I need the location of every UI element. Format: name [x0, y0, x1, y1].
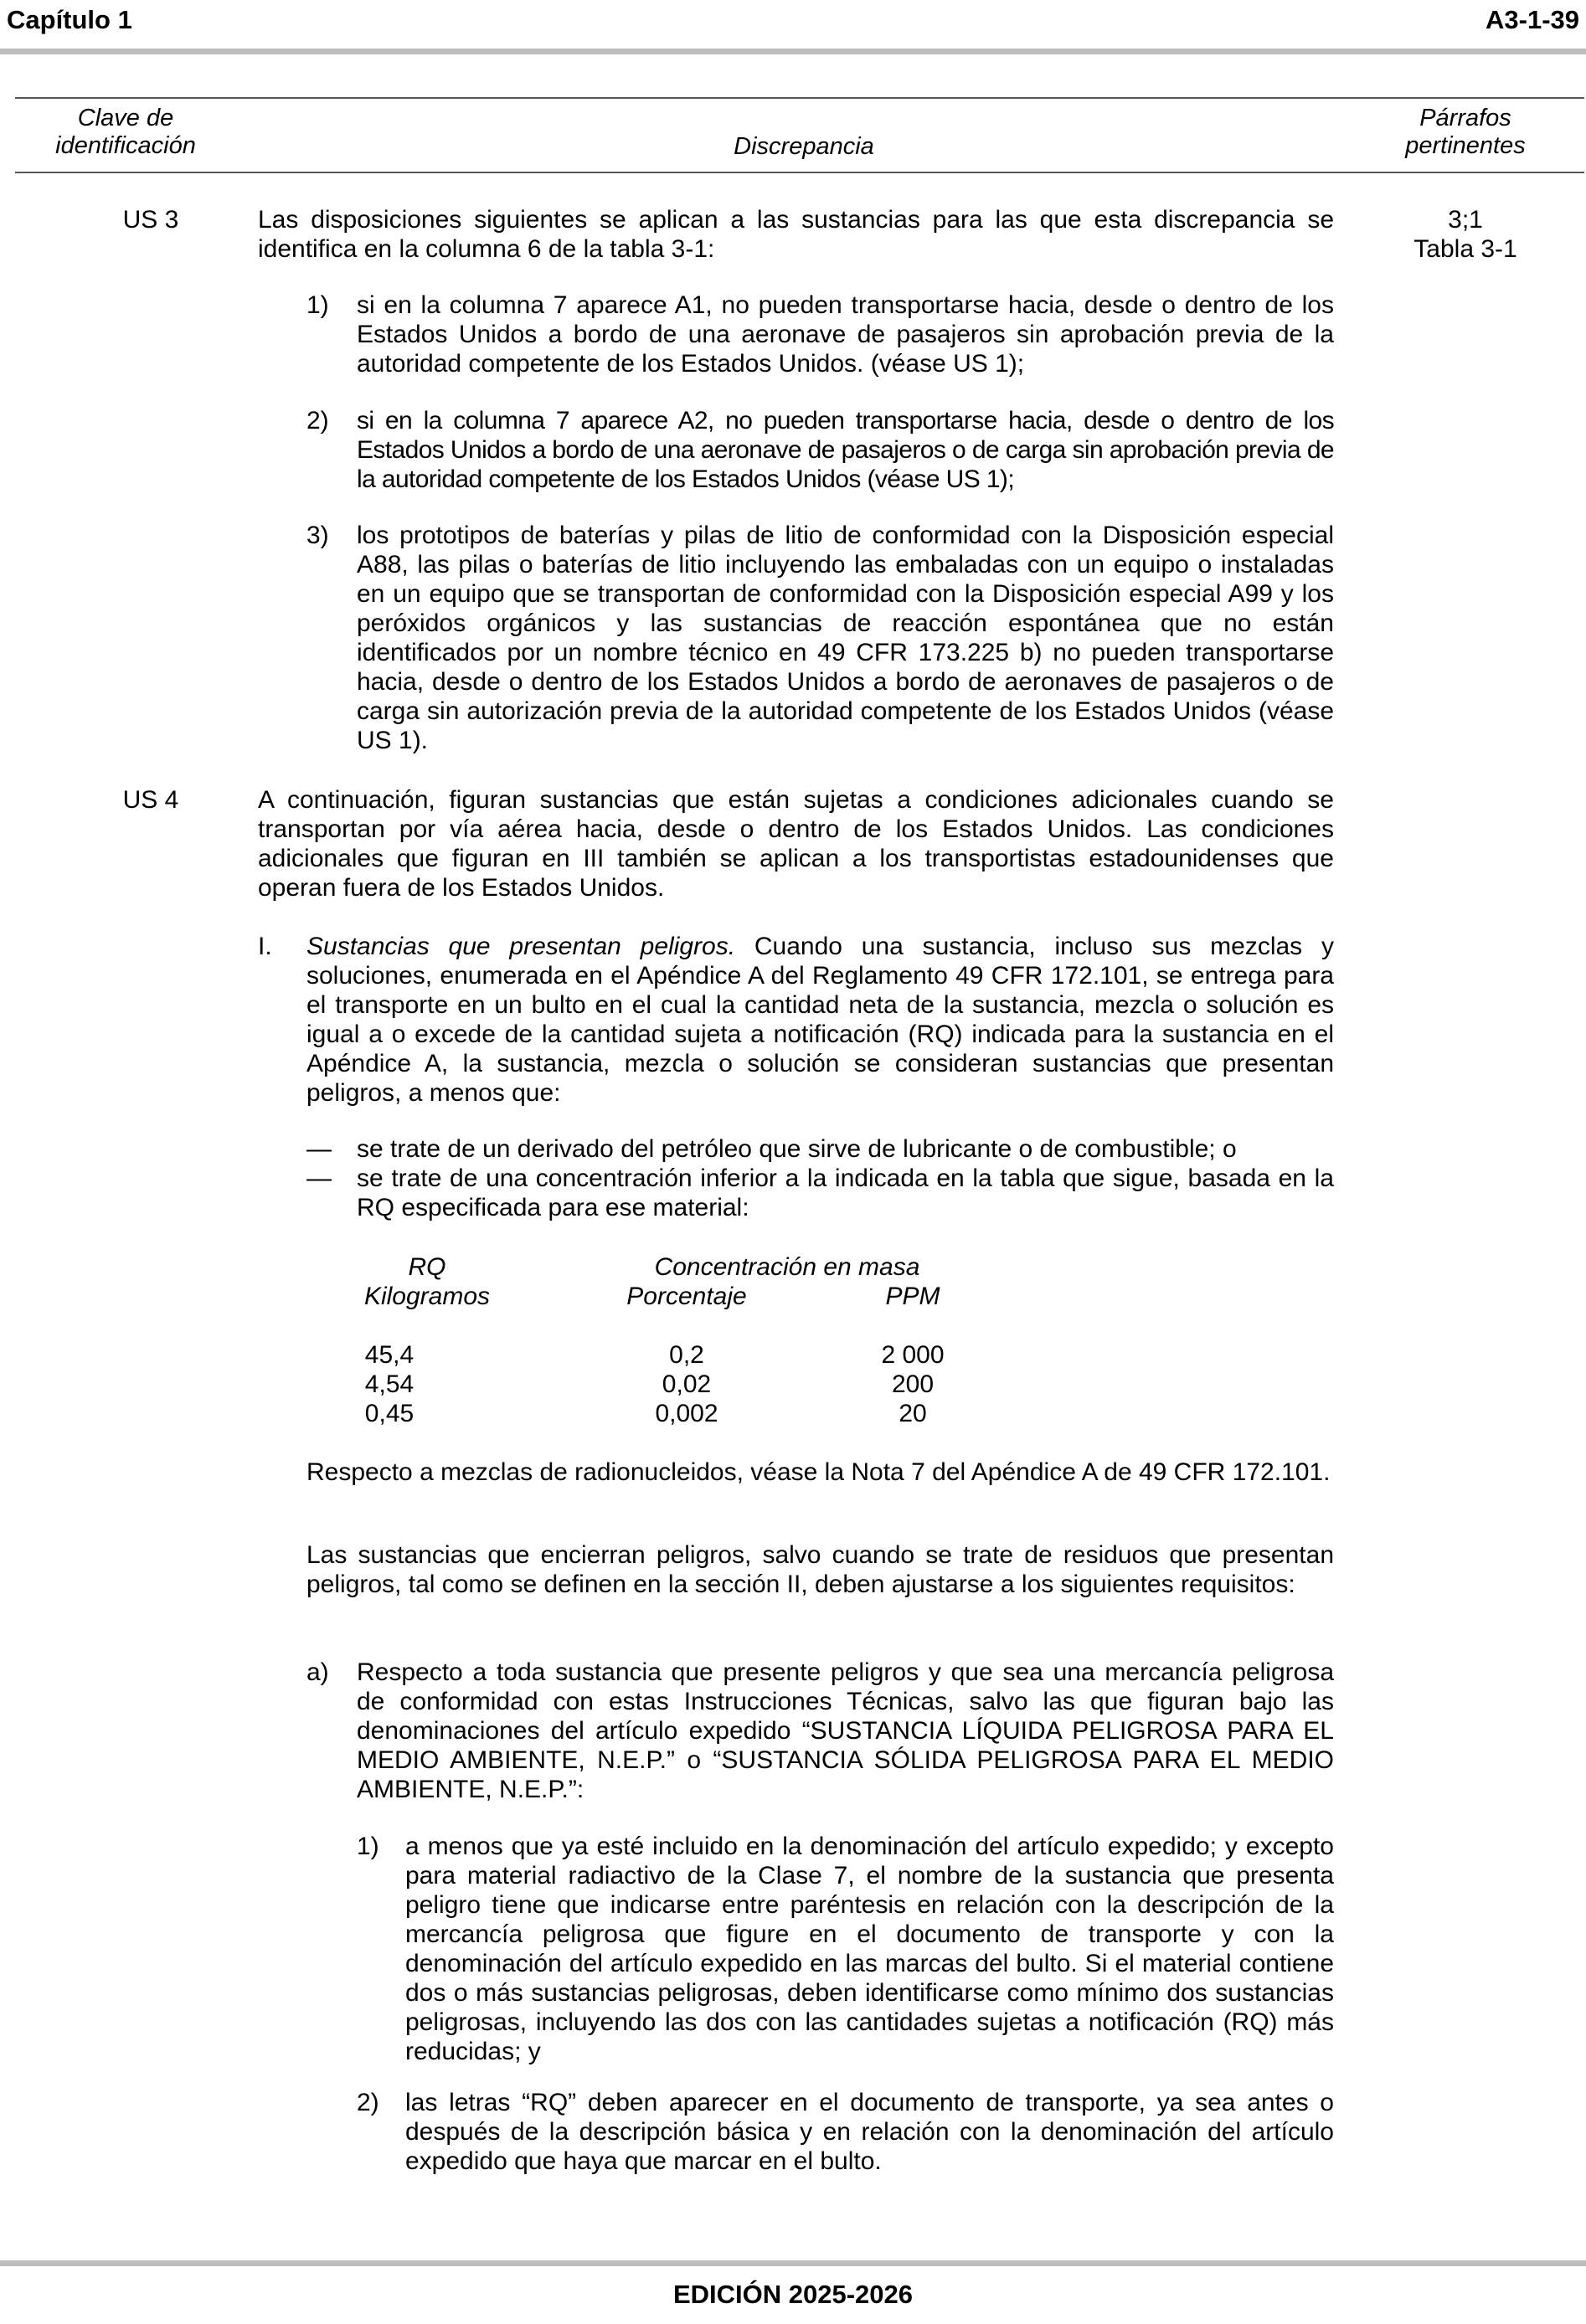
us3-id: US 3 [122, 206, 179, 234]
us4-requirements-intro: Las sustancias que encierran peligros, salvo cuando se trate de residuos que presentan peligros, tal como se definen en la sección II, deben ajustarse a los siguientes requisitos: [306, 1541, 1334, 1598]
us4-section-text: Cuando una sustancia, incluso sus mezclas y soluciones, enumerada en el Apéndice A del Reglamento 49 CFR 172.101, se entrega para el transporte en un bulto en el cual la cantidad neta de la sustancia, mezcla o solución es igual a o excede de la cantidad sujeta a notificación (RQ) indicada para la sustancia en el Apéndice A, la sustancia, mezcla o solución se consideran sustancias que presentan peligros, a menos que: [306, 933, 1334, 1107]
rq-table-row-3-ppm: 20 [899, 1400, 927, 1427]
rq-table-row-3-percent: 0,002 [655, 1400, 718, 1427]
us4-section-number: I. [258, 933, 272, 960]
us4-item-a-number: a) [306, 1658, 329, 1686]
column-heading-refs [1373, 105, 1558, 160]
column-heading-id [33, 105, 218, 160]
header-rule [0, 49, 1586, 54]
page-number: A3-1-39 [1486, 5, 1579, 34]
rq-table-row-1-percent: 0,2 [669, 1341, 704, 1369]
us4-dash-1-text: se trate de un derivado del petróleo que sirve de lubricante o de combustible; o [357, 1135, 1237, 1163]
table-header-rule [15, 172, 1584, 173]
rq-table-row-3-kg: 0,45 [364, 1400, 415, 1427]
us3-item-3-text: los prototipos de baterías y pilas de litio de conformidad con la Disposición especial A88, las pilas o baterías de litio incluyendo las embaladas con un equipo o instaladas en un equipo que se transportan de conformidad con la Disposición especial A99 y los peróxidos orgánicos y las sustancias de reacción espontánea que no están identificados por un nombre técnico en 49 CFR 173.225 b) no pueden transportarse hacia, desde o dentro de los Estados Unidos a bordo de aeronaves de pasajeros o de carga sin autorización previa de la autoridad competente de los Estados Unidos (véase US 1). [357, 522, 1334, 754]
column-heading-discrepancy: Discrepancia [734, 133, 874, 160]
rq-table-row-2-percent: 0,02 [662, 1370, 712, 1398]
us4-subitem-2-text: las letras “RQ” deben aparecer en el documento de transporte, ya sea antes o después de la descripción básica y en relación con la denominación del artículo expedido que haya que marcar en el bulto. [405, 2089, 1334, 2175]
us3-item-1-text: si en la columna 7 aparece A1, no pueden transportarse hacia, desde o dentro de los Estados Unidos a bordo de una aeronave de pasajeros sin aprobación previa de la autoridad competente de los Estados Unidos. (véase US 1); [357, 291, 1334, 378]
us4-item-a-text: Respecto a toda sustancia que presente peligros y que sea una mercancía peligrosa de conformidad con estas Instrucciones Técnicas, salvo las que figuran bajo las denominaciones del artículo expedido “SUSTANCIA LÍQUIDA PELIGROSA PARA EL MEDIO AMBIENTE, N.E.P.” o “SUSTANCIA SÓLIDA PELIGROSA PARA EL MEDIO AMBIENTE, N.E.P.”: [357, 1658, 1334, 1803]
chapter-label: Capítulo 1 [7, 5, 132, 34]
us3-item-1-number: 1) [306, 291, 329, 319]
us3-ref-line2: Tabla 3-1 [1413, 235, 1517, 263]
edition-label: EDICIÓN 2025-2026 [672, 2280, 914, 2309]
column-heading-refs-line2: pertinentes [1405, 132, 1526, 159]
us4-intro: A continuación, figuran sustancias que están sujetas a condiciones adicionales cuando se transportan por vía aérea hacia, desde o dentro de los Estados Unidos. Las condiciones adicionales que figuran en III también se aplican a los transportistas estadounidenses que operan fuera de los Estados Unidos. [258, 786, 1334, 902]
us3-intro: Las disposiciones siguientes se aplican a las sustancias para las que esta discrepancia se identifica en la columna 6 de la tabla 3-1: [258, 206, 1334, 263]
us4-id: US 4 [122, 786, 179, 814]
column-heading-refs-line1: Párrafos [1419, 105, 1511, 131]
column-heading-id-line1: Clave de [77, 105, 174, 131]
us4-section-paragraph [306, 932, 1334, 1108]
us3-item-3-number: 3) [306, 522, 329, 549]
us4-subitem-1-text: a menos que ya esté incluido en la denominación del artículo expedido; y excepto para material radiactivo de la Clase 7, el nombre de la sustancia que presenta peligro tiene que indicarse entre paréntesis en relación con la descripción de la mercancía peligrosa que figure en el documento de transporte y con la denominación del artículo expedido en las marcas del bulto. Si el material contiene dos o más sustancias peligrosas, deben identificarse como mínimo dos sustancias peligrosas, incluyendo las dos con las cantidades sujetas a notificación (RQ) más reducidas; y [405, 1833, 1334, 2065]
table-top-rule [15, 97, 1584, 99]
us4-section-title: Sustancias que presentan peligros. [306, 933, 736, 960]
us4-dash-2-text: se trate de una concentración inferior a la indicada en la tabla que sigue, basada en la RQ especificada para ese material: [357, 1165, 1334, 1221]
footer-rule [0, 2260, 1586, 2266]
rq-table-row-2-ppm: 200 [891, 1370, 935, 1398]
rq-table-header-kg: Kilogramos [363, 1283, 491, 1310]
us4-dash-2-mark: — [306, 1165, 332, 1192]
us4-radionuclide-note: Respecto a mezclas de radionucleidos, véase la Nota 7 del Apéndice A de 49 CFR 172.101. [306, 1458, 1331, 1486]
rq-table-row-1-kg: 45,4 [364, 1341, 415, 1369]
rq-table-row-2-kg: 4,54 [364, 1370, 415, 1398]
rq-table-header-rq: RQ [408, 1253, 446, 1281]
rq-table-row-1-ppm: 2 000 [881, 1341, 945, 1369]
us4-subitem-2-number: 2) [357, 2089, 379, 2116]
us3-item-2-text: si en la columna 7 aparece A2, no pueden transportarse hacia, desde o dentro de los Estados Unidos a bordo de una aeronave de pasajeros o de carga sin aprobación previa de la autoridad competente de los Estados Unidos (véase US 1); [357, 407, 1334, 493]
us3-ref-line1: 3;1 [1448, 206, 1483, 234]
rq-table-header-ppm: PPM [885, 1283, 940, 1310]
us4-dash-1-mark: — [306, 1135, 332, 1163]
rq-table-header-percent: Porcentaje [626, 1283, 747, 1310]
column-heading-id-line2: identificación [55, 132, 196, 159]
us3-ref [1390, 205, 1541, 264]
us4-subitem-1-number: 1) [357, 1833, 379, 1860]
rq-table-header-concentration: Concentración en masa [654, 1253, 920, 1281]
us3-item-2-number: 2) [306, 407, 329, 434]
